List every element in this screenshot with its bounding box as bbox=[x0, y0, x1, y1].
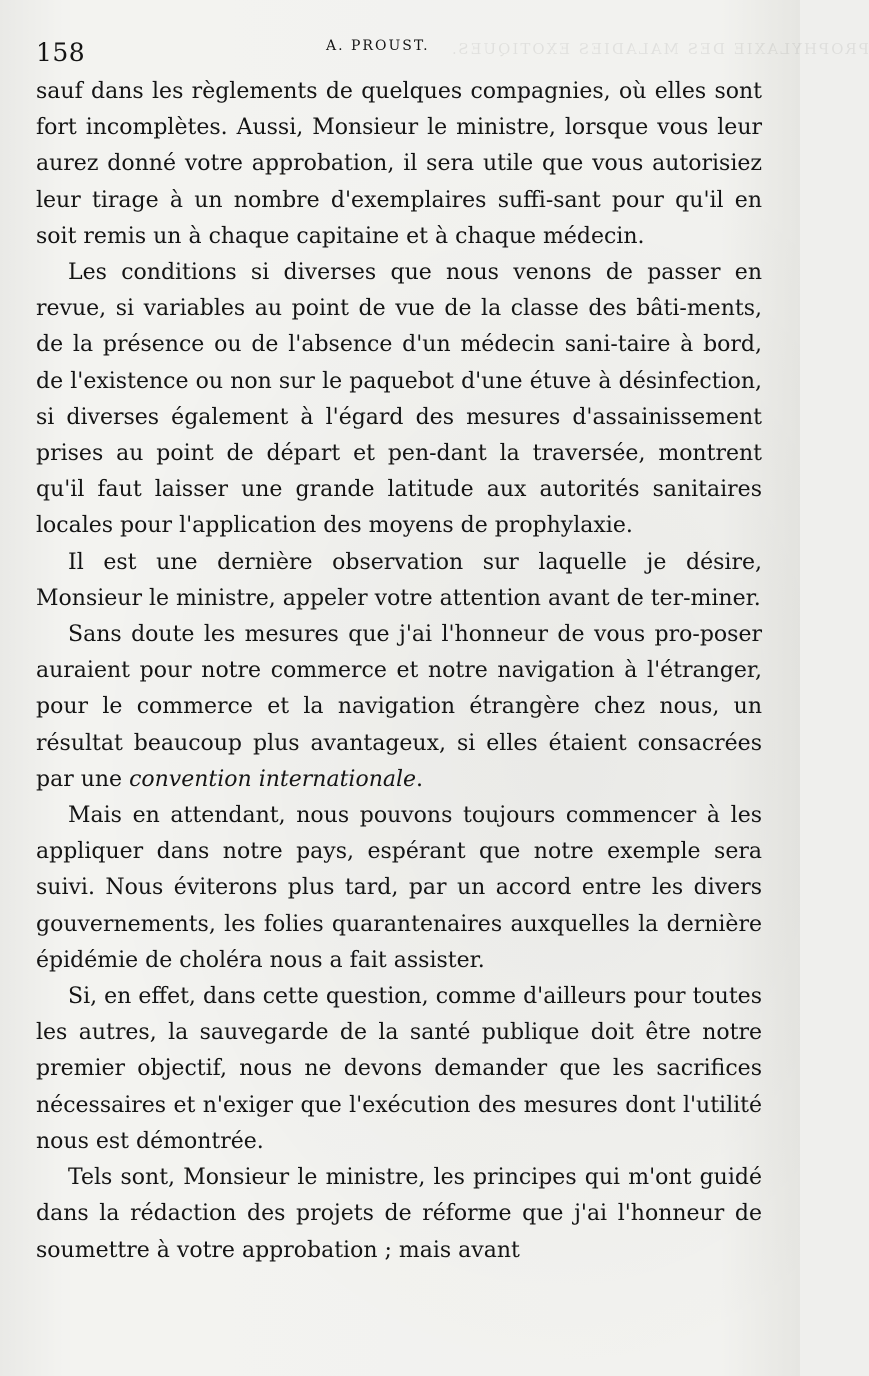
paragraph-5-text: Mais en attendant, nous pouvons toujours commencer à les appliquer dans notre pays, espérant que notre exemple sera suivi. Nous éviterons plus tard, par un accord entre les divers gouvernements, les folies quarantenaires auxquelles la dernière épidémie de choléra nous a fait assister. bbox=[36, 803, 762, 973]
body-text bbox=[36, 74, 762, 1269]
paragraph-4-text-after: . bbox=[416, 766, 424, 792]
page-header bbox=[36, 34, 756, 68]
paragraph-7 bbox=[36, 1160, 762, 1269]
paragraph-5 bbox=[36, 798, 762, 979]
paragraph-6 bbox=[36, 979, 762, 1160]
paragraph-7-text: Tels sont, Monsieur le ministre, les principes qui m'ont guidé dans la rédaction des projets de réforme que j'ai l'honneur de soumettre à votre approbation ; mais avant bbox=[36, 1165, 762, 1263]
paragraph-3 bbox=[36, 545, 762, 617]
paragraph-3-text: Il est une dernière observation sur laquelle je désire, Monsieur le ministre, appeler votre attention avant de ter-miner. bbox=[36, 549, 762, 611]
paragraph-4-emphasis: convention internationale bbox=[129, 766, 417, 792]
paragraph-4 bbox=[36, 617, 762, 798]
paragraph-1-text: sauf dans les règlements de quelques compagnies, où elles sont fort incomplètes. Aussi, Monsieur le ministre, lorsque vous leur aurez donné votre approbation, il sera utile que vous autorisiez leur tirage à un nombre d'exemplaires suffi-sant pour qu'il en soit remis un à chaque capitaine et à chaque médecin. bbox=[36, 79, 762, 249]
paragraph-2 bbox=[36, 255, 762, 545]
paragraph-2-text: Les conditions si diverses que nous venons de passer en revue, si variables au point de vue de la classe des bâti-ments, de la présence ou de l'absence d'un médecin sani-taire à bord, de l'existence ou non sur le paquebot d'une étuve à désinfection, si diverses également à l'égard des mesures d'assainissement prises au point de départ et pen-dant la traversée, montrent qu'il faut laisser une grande latitude aux autorités sanitaires locales pour l'application des moyens de prophylaxie. bbox=[36, 260, 762, 539]
paragraph-1 bbox=[36, 74, 762, 255]
paragraph-6-text: Si, en effet, dans cette question, comme d'ailleurs pour toutes les autres, la sauvegarde de la santé publique doit être notre premier objectif, nous ne devons demander que les sacrifices nécessaires et n'exiger que l'exécution des mesures dont l'utilité nous est démontrée. bbox=[36, 984, 762, 1154]
show-through-text: PROPHYLAXIE DES MALADIES EXOTIQUES. bbox=[450, 40, 869, 58]
running-head: A. PROUST. bbox=[326, 38, 430, 54]
page-number: 158 bbox=[36, 38, 86, 67]
paragraph-4-text-before: Sans doute les mesures que j'ai l'honneur de vous pro-poser auraient pour notre commerce et notre navigation à l'étranger, pour le commerce et la navigation étrangère chez nous, un résultat beaucoup plus avantageux, si elles étaient consacrées par une bbox=[36, 622, 762, 792]
